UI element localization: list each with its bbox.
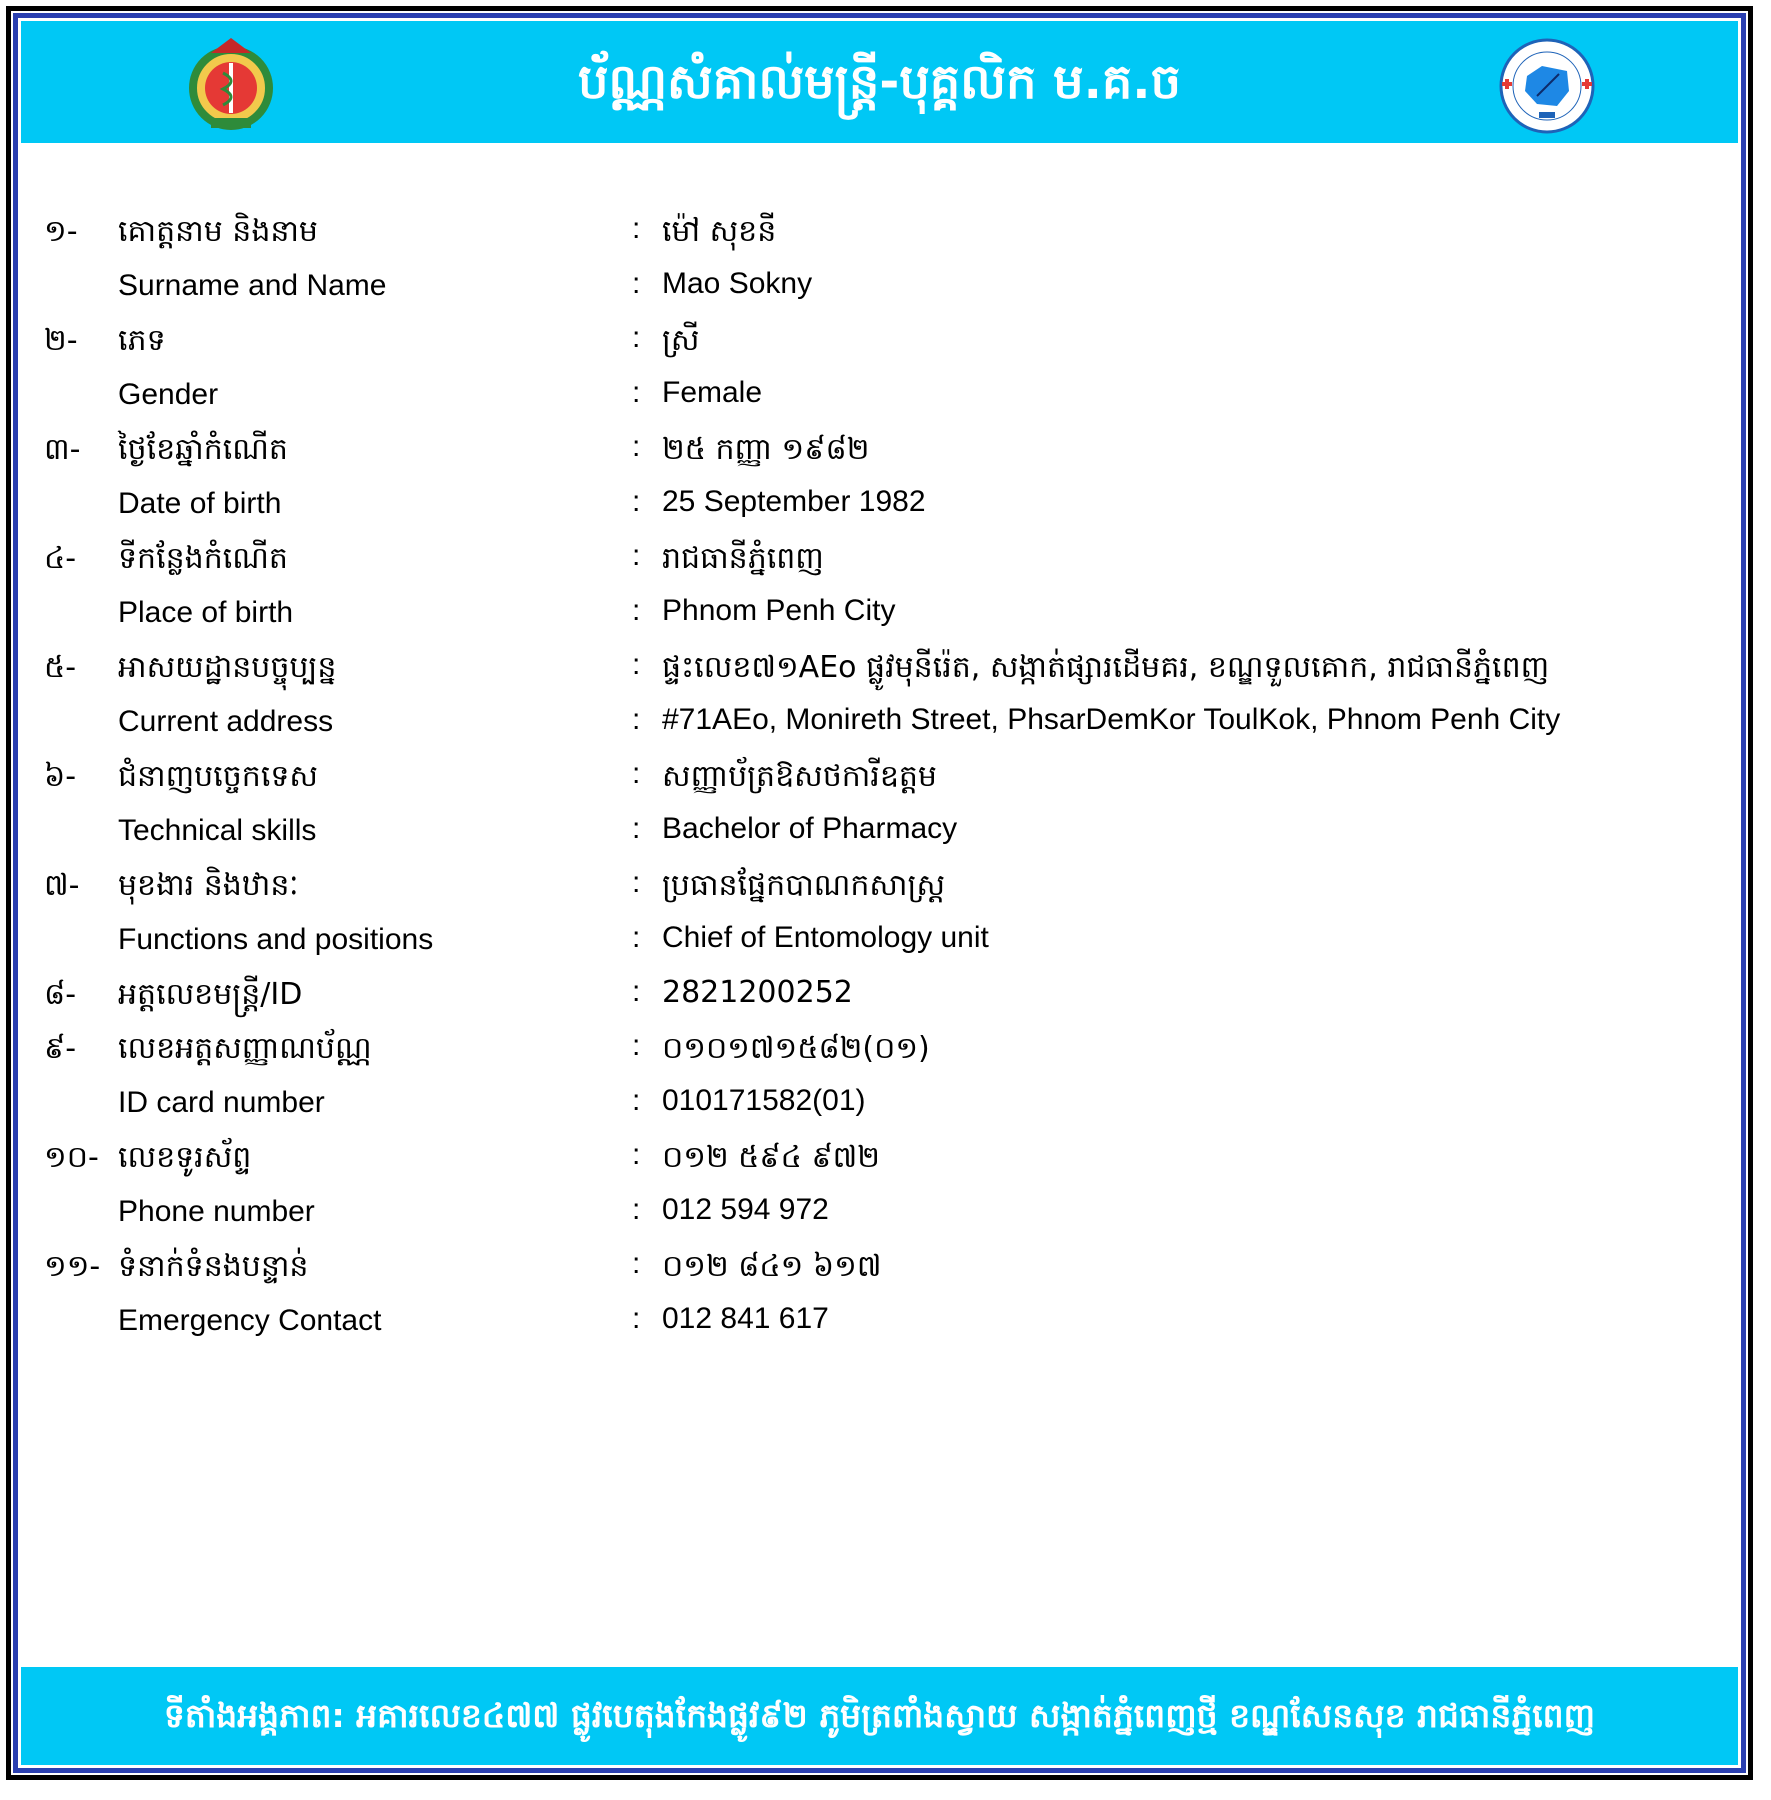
field-row-km <box>18 1130 1738 1186</box>
unit-location-text: ទីតាំងអង្គភាព: អគារលេខ៤៧៧ ផ្លូវបេតុងកែងផ្លូវ៩២ ភូមិត្រពាំងស្វាយ សង្កាត់ភ្នំពេញថ្មី ខណ្ឌសែនសុខ រាជធានីភ្នំពេញ <box>163 1696 1596 1735</box>
field-number: ៤- <box>44 541 77 576</box>
field-value-km: ០១២ ៨៤១ ៦១៧ <box>662 1249 882 1284</box>
field-label-en: Emergency Contact <box>118 1304 382 1337</box>
field-value-en: Chief of Entomology unit <box>662 921 989 954</box>
field-row-en <box>18 913 1738 969</box>
field-value-en: Female <box>662 376 763 409</box>
footer-banner <box>21 1667 1738 1765</box>
field-number: ៦- <box>44 759 77 794</box>
field-colon: : <box>632 1193 641 1226</box>
field-number: ១- <box>44 214 78 249</box>
field-label-km: គោត្តនាម និងនាម <box>118 214 318 249</box>
field-value-en: 25 September 1982 <box>662 485 926 518</box>
field-label-en: Date of birth <box>118 487 282 520</box>
field-row-en <box>18 1294 1738 1350</box>
field-label-km: ជំនាញបច្ចេកទេស <box>118 759 318 794</box>
field-value-en: 012 841 617 <box>662 1302 829 1335</box>
field-number: ១០- <box>44 1140 99 1175</box>
field-label-km: អត្តលេខមន្ត្រី/ID <box>118 977 303 1012</box>
field-number: ៧- <box>44 868 80 903</box>
field-value-en: Mao Sokny <box>662 267 813 300</box>
field-value-en: #71AEo, Monireth Street, PhsarDemKor ToulKok, Phnom Penh City <box>662 703 1561 736</box>
field-row-km <box>18 422 1738 478</box>
field-row-en <box>18 586 1738 642</box>
field-colon: : <box>632 594 641 627</box>
field-colon: : <box>632 1029 641 1062</box>
field-colon: : <box>632 866 641 899</box>
field-colon: : <box>632 975 641 1008</box>
field-number: ៨- <box>44 977 77 1012</box>
field-label-en: Technical skills <box>118 814 317 847</box>
field-colon: : <box>632 1247 641 1280</box>
field-colon: : <box>632 1084 641 1117</box>
field-number: ២- <box>44 323 78 358</box>
field-value-en: 010171582(01) <box>662 1084 866 1117</box>
field-colon: : <box>632 921 641 954</box>
field-colon: : <box>632 539 641 572</box>
field-row-en <box>18 804 1738 860</box>
card-title: ប័ណ្ណសំគាល់មន្ត្រី-បុគ្គលិក ម.គ.ច <box>577 54 1182 110</box>
field-colon: : <box>632 757 641 790</box>
field-value-en: Phnom Penh City <box>662 594 896 627</box>
field-colon: : <box>632 212 641 245</box>
field-number: ៣- <box>44 432 81 467</box>
field-row-km <box>18 1239 1738 1295</box>
field-number: ១១- <box>44 1249 101 1284</box>
field-colon: : <box>632 1138 641 1171</box>
field-row-en <box>18 477 1738 533</box>
field-value-en: Bachelor of Pharmacy <box>662 812 958 845</box>
field-value-km: ស្រី <box>662 323 700 358</box>
field-label-en: Gender <box>118 378 219 411</box>
field-value-km: ០១០១៧១៥៨២(០១) <box>662 1031 930 1066</box>
field-row-en <box>18 259 1738 315</box>
field-row-km <box>18 858 1738 914</box>
field-value-km: ២៥ កញ្ញា ១៩៨២ <box>662 432 870 467</box>
field-value-km: រាជធានីភ្នំពេញ <box>662 541 824 576</box>
field-colon: : <box>632 485 641 518</box>
field-row-en <box>18 1185 1738 1241</box>
field-row-km <box>18 313 1738 369</box>
field-colon: : <box>632 703 641 736</box>
field-value-km: ០១២ ៥៩៤ ៩៧២ <box>662 1140 880 1175</box>
card-inner-border <box>13 13 1746 1773</box>
field-value-en: 012 594 972 <box>662 1193 829 1226</box>
header-banner <box>21 21 1738 143</box>
field-label-km: លេខអត្តសញ្ញាណប័ណ្ណ <box>118 1031 372 1066</box>
field-value-km: សញ្ញាប័ត្រឱសថការីឧត្តម <box>662 759 937 794</box>
field-value-km: ផ្ទះលេខ៧១AEo ផ្លូវមុនីរ៉េត, សង្កាត់ផ្សារដើមគរ, ខណ្ឌទួលគោក, រាជធានីភ្នំពេញ <box>662 650 1550 685</box>
field-row-km <box>18 640 1738 696</box>
field-label-km: ភេទ <box>118 323 166 358</box>
field-label-km: មុខងារ និងឋានៈ <box>118 868 299 903</box>
field-label-en: Functions and positions <box>118 923 434 956</box>
staff-id-card <box>6 6 1753 1780</box>
field-row-km <box>18 1021 1738 1077</box>
field-value-km: 2821200252 <box>662 975 853 1010</box>
field-colon: : <box>632 430 641 463</box>
field-label-km: ទំនាក់ទំនងបន្ទាន់ <box>118 1249 309 1284</box>
field-label-km: លេខទូរស័ព្ទ <box>118 1140 252 1175</box>
field-colon: : <box>632 321 641 354</box>
field-label-km: ទីកន្លែងកំណើត <box>118 541 288 576</box>
field-label-en: Surname and Name <box>118 269 387 302</box>
cnm-logo-icon <box>1497 36 1597 136</box>
field-colon: : <box>632 812 641 845</box>
field-row-en <box>18 1076 1738 1132</box>
field-colon: : <box>632 267 641 300</box>
field-label-en: Current address <box>118 705 334 738</box>
field-colon: : <box>632 376 641 409</box>
field-colon: : <box>632 648 641 681</box>
field-row-en <box>18 368 1738 424</box>
field-number: ៥- <box>44 650 77 685</box>
field-row-km <box>18 204 1738 260</box>
field-label-en: ID card number <box>118 1086 325 1119</box>
field-label-km: អាសយដ្ឋានបច្ចុប្បន្ន <box>118 650 337 685</box>
field-colon: : <box>632 1302 641 1335</box>
field-label-en: Place of birth <box>118 596 294 629</box>
field-row-km <box>18 967 1738 1023</box>
field-value-km: ប្រធានផ្នែកបាណកសាស្ត្រ <box>662 868 946 903</box>
field-row-km <box>18 749 1738 805</box>
field-label-km: ថ្ងៃខែឆ្នាំកំណើត <box>118 432 288 467</box>
field-label-en: Phone number <box>118 1195 315 1228</box>
field-row-km <box>18 531 1738 587</box>
field-value-km: ម៉ៅ សុខនី <box>662 214 777 249</box>
field-number: ៩- <box>44 1031 77 1066</box>
field-row-en <box>18 695 1738 751</box>
